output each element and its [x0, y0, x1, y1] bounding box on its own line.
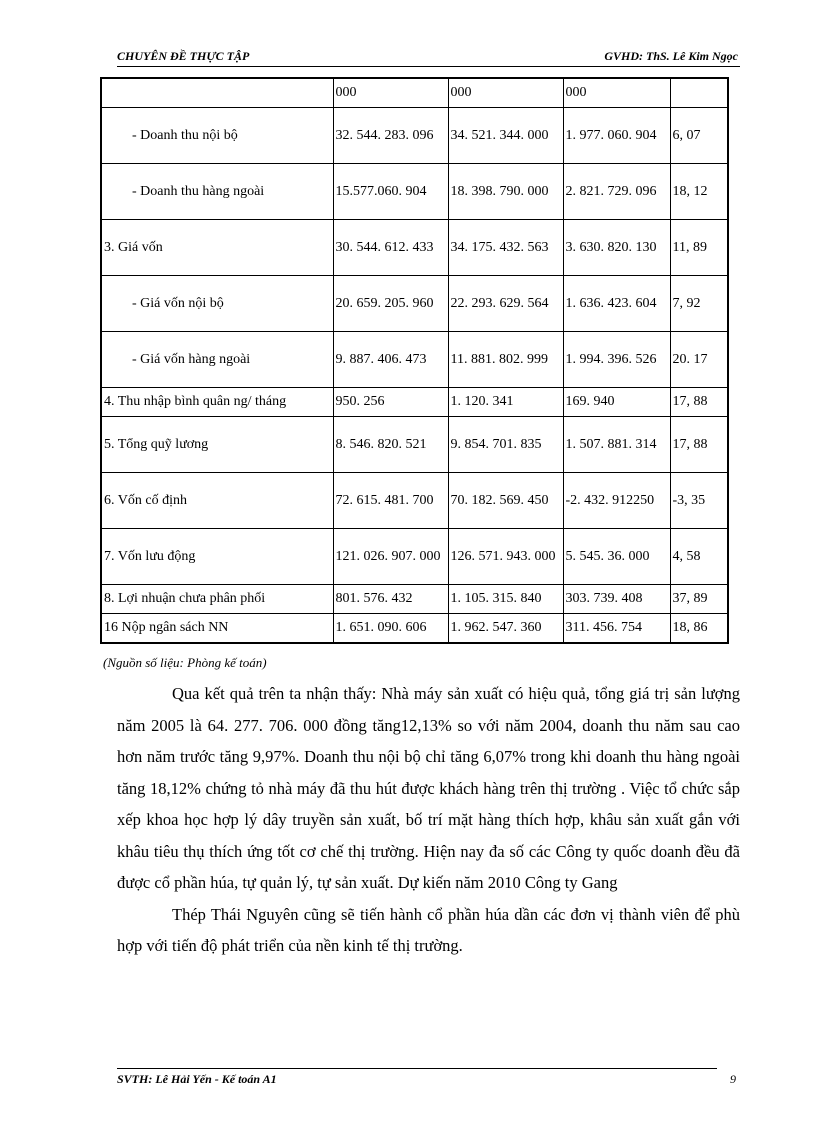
percent-change: 37, 89 — [670, 585, 728, 614]
table-row — [101, 417, 728, 473]
value-2004: 70. 182. 569. 450 — [448, 473, 563, 529]
difference-value: 1. 977. 060. 904 — [563, 108, 670, 164]
value-2005: 1. 651. 090. 606 — [333, 614, 448, 644]
percent-change: 4, 58 — [670, 529, 728, 585]
difference-value: 000 — [563, 78, 670, 108]
value-2005: 9. 887. 406. 473 — [333, 332, 448, 388]
row-label: 4. Thu nhập bình quân ng/ tháng — [101, 388, 333, 417]
percent-change — [670, 78, 728, 108]
value-2005: 15.577.060. 904 — [333, 164, 448, 220]
table-row — [101, 332, 728, 388]
difference-value: 2. 821. 729. 096 — [563, 164, 670, 220]
table-row — [101, 78, 728, 108]
row-label: - Doanh thu nội bộ — [101, 108, 333, 164]
table-row — [101, 529, 728, 585]
financial-table-body — [101, 78, 728, 643]
table-row — [101, 276, 728, 332]
page-header — [117, 48, 740, 67]
row-label: 3. Giá vốn — [101, 220, 333, 276]
footer-author: SVTH: Lê Hải Yến - Kế toán A1 — [117, 1072, 277, 1086]
value-2004: 1. 962. 547. 360 — [448, 614, 563, 644]
row-label: 8. Lợi nhuận chưa phân phối — [101, 585, 333, 614]
percent-change: 18, 12 — [670, 164, 728, 220]
row-label: 16 Nộp ngân sách NN — [101, 614, 333, 644]
body-text — [117, 678, 740, 962]
percent-change: -3, 35 — [670, 473, 728, 529]
row-label: 7. Vốn lưu động — [101, 529, 333, 585]
difference-value: 1. 507. 881. 314 — [563, 417, 670, 473]
table-row — [101, 164, 728, 220]
table-row — [101, 585, 728, 614]
value-2004: 34. 521. 344. 000 — [448, 108, 563, 164]
percent-change: 11, 89 — [670, 220, 728, 276]
value-2004: 126. 571. 943. 000 — [448, 529, 563, 585]
value-2005: 950. 256 — [333, 388, 448, 417]
paragraph-1: Qua kết quả trên ta nhận thấy: Nhà máy sản xuất có hiệu quả, tổng giá trị sản lượng năm 2005 là 64. 277. 706. 000 đồng tăng12,13% so với năm 2004, doanh thu năm sau cao hơn năm trước tăng 9,97%. Doanh thu nội bộ chỉ tăng 6,07% trong khi doanh thu hàng ngoài tăng 18,12% chứng tỏ nhà máy đã thu hút được khách hàng trên thị trường . Việc tổ chức sắp xếp khoa học hợp lý dây truyền sản xuất, bố trí mặt hàng thích hợp, khâu sản xuất gắn với khâu tiêu thụ thích ứng tốt cơ chế thị trường. Hiện nay đa số các Công ty quốc doanh đều đã được cổ phần húa, tự quản lý, tự sản xuất. Dự kiến năm 2010 Công ty Gang — [117, 684, 740, 892]
difference-value: 1. 994. 396. 526 — [563, 332, 670, 388]
percent-change: 6, 07 — [670, 108, 728, 164]
row-label: 6. Vốn cố định — [101, 473, 333, 529]
row-label: 5. Tổng quỹ lương — [101, 417, 333, 473]
value-2004: 22. 293. 629. 564 — [448, 276, 563, 332]
table-row — [101, 108, 728, 164]
difference-value: 1. 636. 423. 604 — [563, 276, 670, 332]
value-2004: 9. 854. 701. 835 — [448, 417, 563, 473]
value-2004: 1. 105. 315. 840 — [448, 585, 563, 614]
table-row — [101, 220, 728, 276]
value-2005: 801. 576. 432 — [333, 585, 448, 614]
row-label: - Giá vốn hàng ngoài — [101, 332, 333, 388]
percent-change: 18, 86 — [670, 614, 728, 644]
value-2004: 18. 398. 790. 000 — [448, 164, 563, 220]
data-source-note: (Nguồn số liệu: Phòng kế toán) — [103, 655, 267, 670]
percent-change: 20. 17 — [670, 332, 728, 388]
page-number: 9 — [730, 1072, 736, 1086]
row-label: - Giá vốn nội bộ — [101, 276, 333, 332]
table-row — [101, 473, 728, 529]
row-label — [101, 78, 333, 108]
value-2005: 30. 544. 612. 433 — [333, 220, 448, 276]
value-2005: 8. 546. 820. 521 — [333, 417, 448, 473]
value-2005: 000 — [333, 78, 448, 108]
difference-value: 3. 630. 820. 130 — [563, 220, 670, 276]
footer-rule — [117, 1068, 717, 1070]
difference-value: 303. 739. 408 — [563, 585, 670, 614]
value-2005: 121. 026. 907. 000 — [333, 529, 448, 585]
difference-value: -2. 432. 912250 — [563, 473, 670, 529]
table-row — [101, 388, 728, 417]
difference-value: 169. 940 — [563, 388, 670, 417]
difference-value: 5. 545. 36. 000 — [563, 529, 670, 585]
difference-value: 311. 456. 754 — [563, 614, 670, 644]
header-advisor: GVHD: ThS. Lê Kim Ngọc — [604, 49, 738, 63]
value-2004: 1. 120. 341 — [448, 388, 563, 417]
value-2004: 11. 881. 802. 999 — [448, 332, 563, 388]
value-2004: 34. 175. 432. 563 — [448, 220, 563, 276]
value-2005: 20. 659. 205. 960 — [333, 276, 448, 332]
header-title: CHUYÊN ĐỀ THỰC TẬP — [117, 49, 250, 63]
row-label: - Doanh thu hàng ngoài — [101, 164, 333, 220]
table-row — [101, 614, 728, 644]
financial-table — [100, 77, 729, 644]
value-2005: 32. 544. 283. 096 — [333, 108, 448, 164]
percent-change: 17, 88 — [670, 388, 728, 417]
value-2004: 000 — [448, 78, 563, 108]
percent-change: 7, 92 — [670, 276, 728, 332]
value-2005: 72. 615. 481. 700 — [333, 473, 448, 529]
percent-change: 17, 88 — [670, 417, 728, 473]
paragraph-2: Thép Thái Nguyên cũng sẽ tiến hành cổ phần húa dần các đơn vị thành viên để phù hợp với tiến độ phát triển của nền kinh tế thị trường. — [117, 904, 740, 955]
